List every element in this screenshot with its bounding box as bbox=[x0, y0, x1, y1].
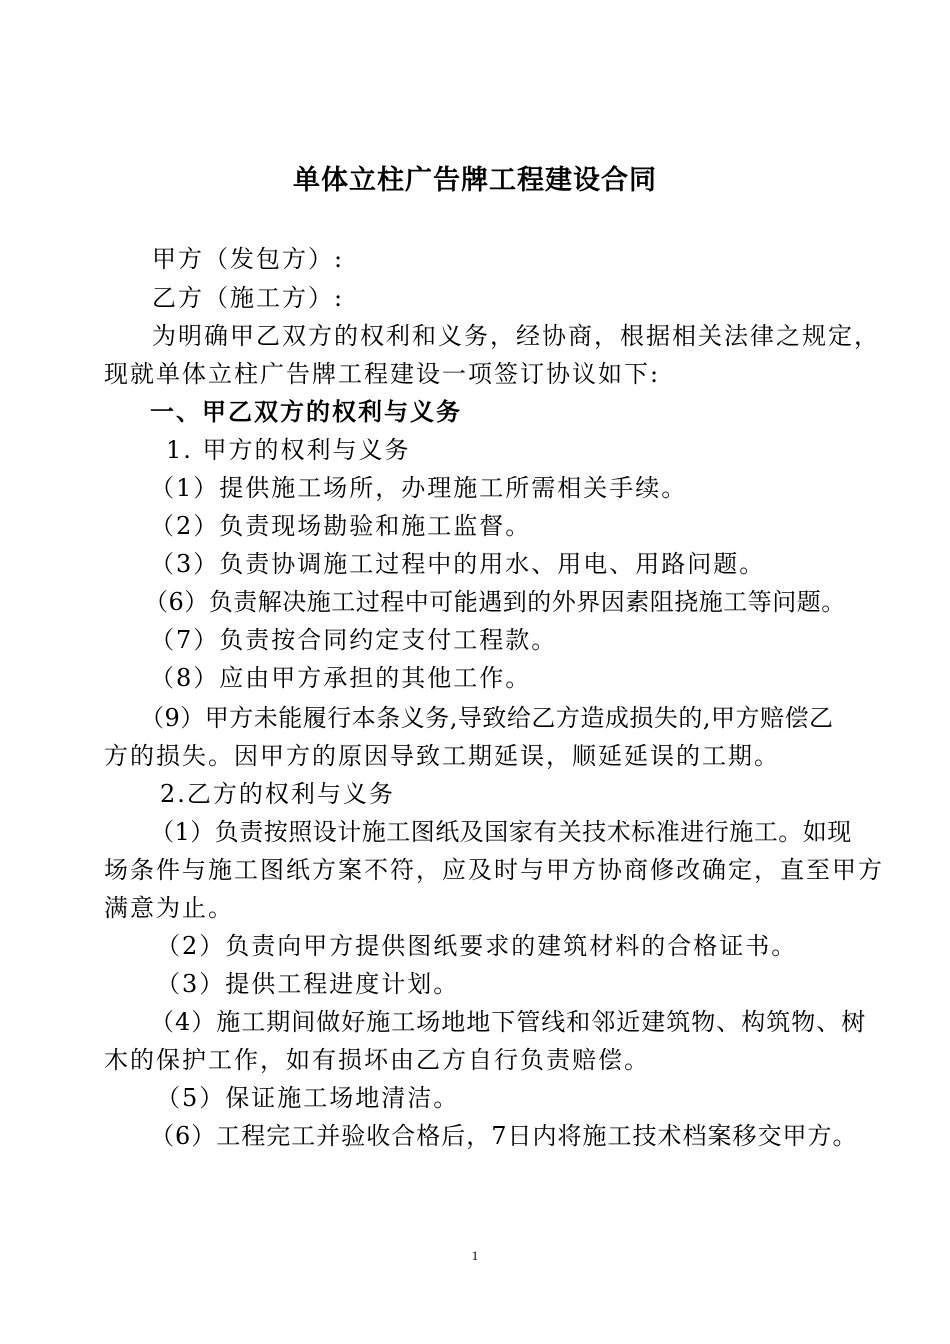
clause-a8: （8）应由甲方承担的其他工作。 bbox=[150, 664, 532, 692]
subheading-party-b: 2.乙方的权利与义务 bbox=[160, 780, 395, 808]
clause-a3: （3）负责协调施工过程中的用水、用电、用路问题。 bbox=[150, 550, 766, 578]
clause-b2: （2）负责向甲方提供图纸要求的建筑材料的合格证书。 bbox=[156, 932, 798, 960]
clause-b6: （6）工程完工并验收合格后，7日内将施工技术档案移交甲方。 bbox=[150, 1122, 858, 1150]
clause-b5: （5）保证施工场地清洁。 bbox=[156, 1084, 460, 1112]
section-heading-rights: 一、甲乙双方的权利与义务 bbox=[150, 397, 462, 426]
subheading-party-a: 1. 甲方的权利与义务 bbox=[166, 436, 411, 464]
clause-a9-line-2: 方的损失。因甲方的原因导致工期延误，顺延延误的工期。 bbox=[104, 742, 780, 770]
party-a-line: 甲方（发包方）: bbox=[152, 245, 345, 273]
clause-a2: （2）负责现场勘验和施工监督。 bbox=[150, 512, 532, 540]
document-title: 单体立柱广告牌工程建设合同 bbox=[293, 165, 657, 196]
page-number: 1 bbox=[471, 1248, 479, 1263]
clause-a1: （1）提供施工场所，办理施工所需相关手续。 bbox=[150, 474, 688, 502]
clause-b4-line-2: 木的保护工作，如有损坏由乙方自行负责赔偿。 bbox=[104, 1046, 650, 1074]
clause-b4-line-1: （4）施工期间做好施工场地地下管线和邻近建筑物、构筑物、树 bbox=[150, 1008, 867, 1036]
clause-a6: （6）负责解决施工过程中可能遇到的外界因素阻挠施工等问题。 bbox=[144, 588, 846, 616]
party-b-line: 乙方（施工方）: bbox=[152, 284, 345, 312]
clause-b1-line-3: 满意为止。 bbox=[104, 894, 234, 922]
clause-b1-line-1: （1）负责按照设计施工图纸及国家有关技术标准进行施工。如现 bbox=[150, 818, 852, 846]
clause-b3: （3）提供工程进度计划。 bbox=[156, 970, 460, 998]
clause-a9-line-1: （9）甲方未能履行本条义务,导致给乙方造成损失的,甲方赔偿乙 bbox=[140, 704, 834, 732]
clause-a7: （7）负责按合同约定支付工程款。 bbox=[150, 626, 558, 654]
clause-b1-line-2: 场条件与施工图纸方案不符，应及时与甲方协商修改确定，直至甲方 bbox=[104, 856, 884, 884]
intro-line-2: 现就单体立柱广告牌工程建设一项签订协议如下: bbox=[104, 360, 661, 388]
intro-line-1: 为明确甲乙双方的权利和义务，经协商，根据相关法律之规定， bbox=[152, 322, 880, 350]
